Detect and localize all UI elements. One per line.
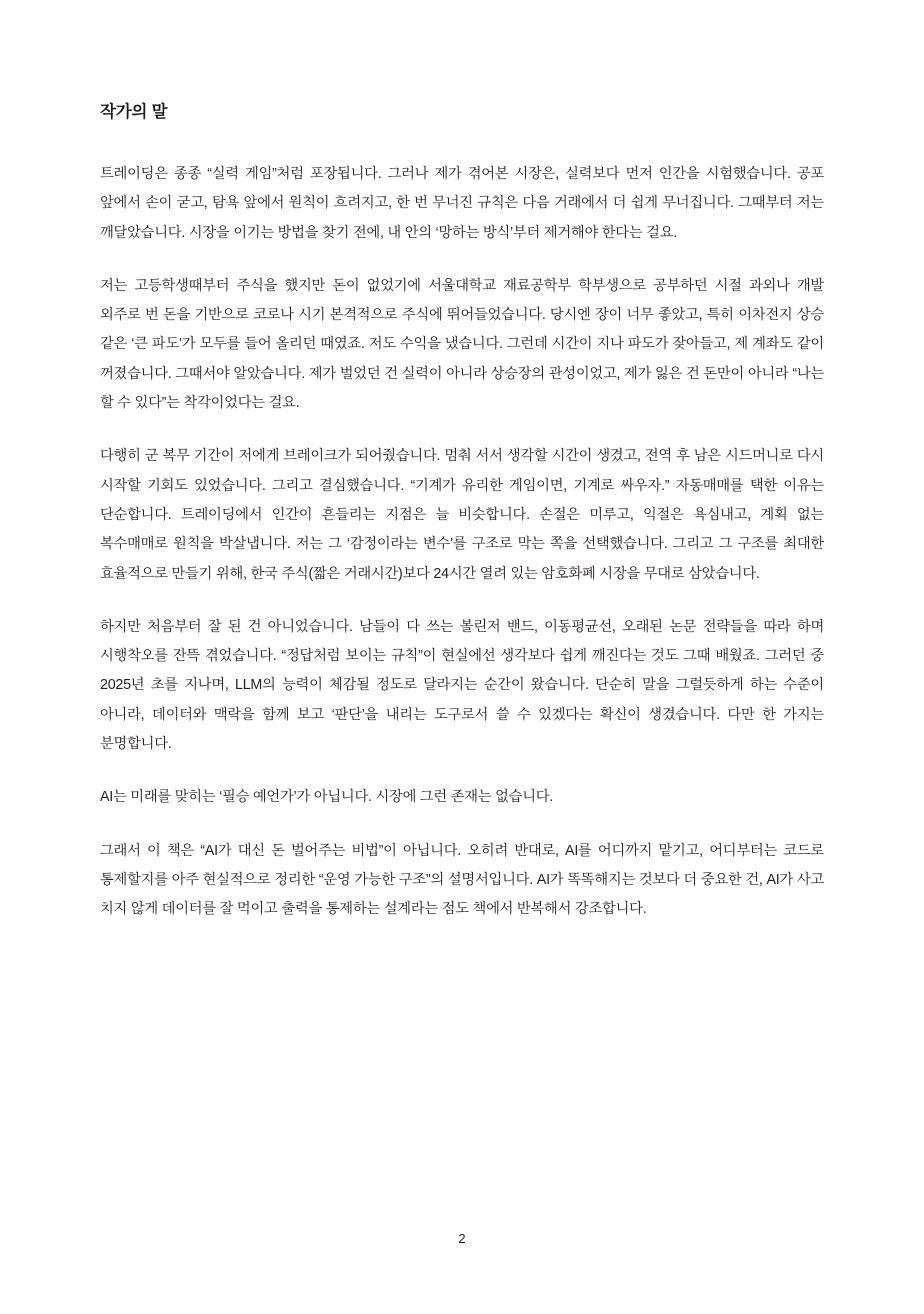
page-title: 작가의 말 bbox=[100, 103, 168, 121]
paragraph: 트레이딩은 종종 “실력 게임”처럼 포장됩니다. 그러나 제가 겪어본 시장은, 실력보다 먼저 인간을 시험했습니다. 공포 앞에서 손이 굳고, 탐욕 앞에서 원칙이 흐려지고, 한 번 무너진 규칙은 다음 거래에서 더 쉽게 무너집니다. 그때부터 저는 깨달았습니다. 시장을 이기는 방법을 찾기 전에, 내 안의 ‘망하는 방식’부터 제거해야 한다는 걸요. bbox=[100, 166, 824, 241]
paragraph: 그래서 이 책은 “AI가 대신 돈 벌어주는 비법”이 아닙니다. 오히려 반대로, AI를 어디까지 맡기고, 어디부터는 코드로 통제할지를 아주 현실적으로 정리한 “운영 가능한 구조”의 설명서입니다. AI가 똑똑해지는 것보다 더 중요한 건, AI가 사고 치지 않게 데이터를 잘 먹이고 출력을 통제하는 설계라는 점도 책에서 반복해서 강조합니다. bbox=[100, 842, 824, 918]
page-number: 2 bbox=[458, 1231, 466, 1246]
paragraph: 하지만 처음부터 잘 된 건 아니었습니다. 남들이 다 쓰는 볼린저 밴드, 이동평균선, 오래된 논문 전략들을 따라 하며 시행착오를 잔뜩 겪었습니다. “정답처럼 보이는 규칙”이 현실에선 생각보다 쉽게 깨진다는 것도 그때 배웠죠. 그러던 중 2025년 초를 지나며, LLM의 능력이 체감될 정도로 달라지는 순간이 왔습니다. 단순히 말을 그럴듯하게 하는 수준이 아니라, 데이터와 맥락을 함께 보고 ‘판단’을 내리는 도구로서 쓸 수 있겠다는 확신이 생겼습니다. 다만 한 가지는 분명합니다. bbox=[100, 618, 824, 753]
paragraph: 저는 고등학생때부터 주식을 했지만 돈이 없었기에 서울대학교 재료공학부 학부생으로 공부하던 시절 과외나 개발 외주로 번 돈을 기반으로 코로나 시기 본격적으로 주식에 뛰어들었습니다. 당시엔 장이 너무 좋았고, 특히 이차전지 상승 같은 ‘큰 파도’가 모두를 들어 올리던 때였죠. 저도 수익을 냈습니다. 그런데 시간이 지나 파도가 잦아들고, 제 계좌도 같이 꺼졌습니다. 그때서야 알았습니다. 제가 벌었던 건 실력이 아니라 상승장의 관성이었고, 제가 잃은 건 돈만이 아니라 “나는 할 수 있다”는 착각이었다는 걸요. bbox=[100, 277, 824, 412]
paragraph: 다행히 군 복무 기간이 저에게 브레이크가 되어줬습니다. 멈춰 서서 생각할 시간이 생겼고, 전역 후 남은 시드머니로 다시 시작할 기회도 있었습니다. 그리고 결심했습니다. “기계가 유리한 게임이면, 기계로 싸우자.” 자동매매를 택한 이유는 단순합니다. 트레이딩에서 인간이 흔들리는 지점은 늘 비슷합니다. 손절은 미루고, 익절은 욕심내고, 계획 없는 복수매매로 원칙을 박살냅니다. 저는 그 ‘감정이라는 변수’를 구조로 막는 쪽을 선택했습니다. 그리고 그 구조를 최대한 효율적으로 만들기 위해, 한국 주식(짧은 거래시간)보다 24시간 열려 있는 암호화폐 시장을 무대로 삼았습니다. bbox=[100, 448, 824, 582]
paragraph: AI는 미래를 맞히는 ‘필승 예언가’가 아닙니다. 시장에 그런 존재는 없습니다. bbox=[100, 789, 554, 806]
